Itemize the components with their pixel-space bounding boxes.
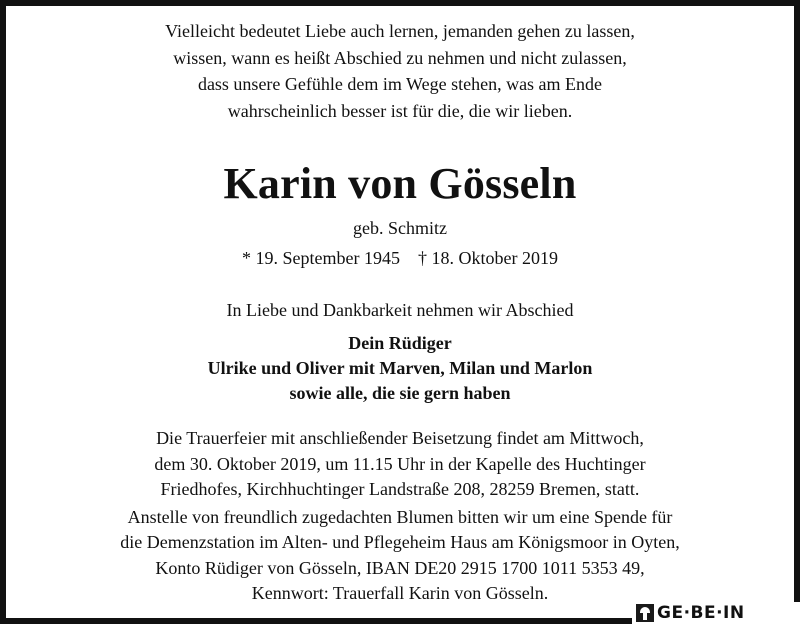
life-dates: [40, 245, 760, 271]
logo-text: GE·BE·IN: [657, 603, 745, 623]
donation-block: [40, 505, 760, 607]
service-line: Die Trauerfeier mit anschließender Beisetzung findet am Mittwoch,: [156, 428, 644, 448]
farewell-line: In Liebe und Dankbarkeit nehmen wir Abschied: [226, 300, 574, 320]
mourners-block: [40, 331, 760, 406]
service-block: [40, 426, 760, 503]
mourner-line: Dein Rüdiger: [348, 333, 452, 353]
donation-line: Kennwort: Trauerfall Karin von Gösseln.: [251, 583, 549, 603]
mourner-line: sowie alle, die sie gern haben: [289, 383, 511, 403]
poem-block: [40, 18, 760, 124]
poem-line: dass unsere Gefühle dem im Wege stehen, was am Ende: [197, 74, 603, 94]
service-line: Friedhofes, Kirchhuchtinger Landstraße 208, 28259 Bremen, statt.: [160, 479, 640, 499]
donation-line: Konto Rüdiger von Gösseln, IBAN DE20 2915 1700 1011 5353 49,: [155, 557, 645, 578]
poem-line: wahrscheinlich besser ist für die, die wir lieben.: [227, 100, 573, 121]
service-line: dem 30. Oktober 2019, um 11.15 Uhr in der Kapelle des Huchtinger: [154, 453, 646, 474]
poem-line: Vielleicht bedeutet Liebe auch lernen, jemanden gehen zu lassen,: [165, 21, 635, 41]
donation-line: Anstelle von freundlich zugedachten Blumen bitten wir um eine Spende für: [127, 506, 673, 527]
poem-line: wissen, wann es heißt Abschied zu nehmen und nicht zulassen,: [173, 47, 627, 68]
death-date: † 18. Oktober 2019: [418, 248, 558, 268]
donation-line: die Demenzstation im Alten- und Pflegeheim Haus am Königsmoor in Oyten,: [120, 532, 680, 552]
birth-name: geb. Schmitz: [353, 218, 447, 238]
mourner-line: Ulrike und Oliver mit Marven, Milan und Marlon: [207, 358, 593, 378]
publisher-logo: [632, 602, 800, 624]
tree-icon: [636, 604, 654, 622]
birth-date: * 19. September 1945: [242, 248, 400, 268]
notice-content: [40, 18, 760, 607]
deceased-name: Karin von Gösseln: [223, 159, 577, 208]
